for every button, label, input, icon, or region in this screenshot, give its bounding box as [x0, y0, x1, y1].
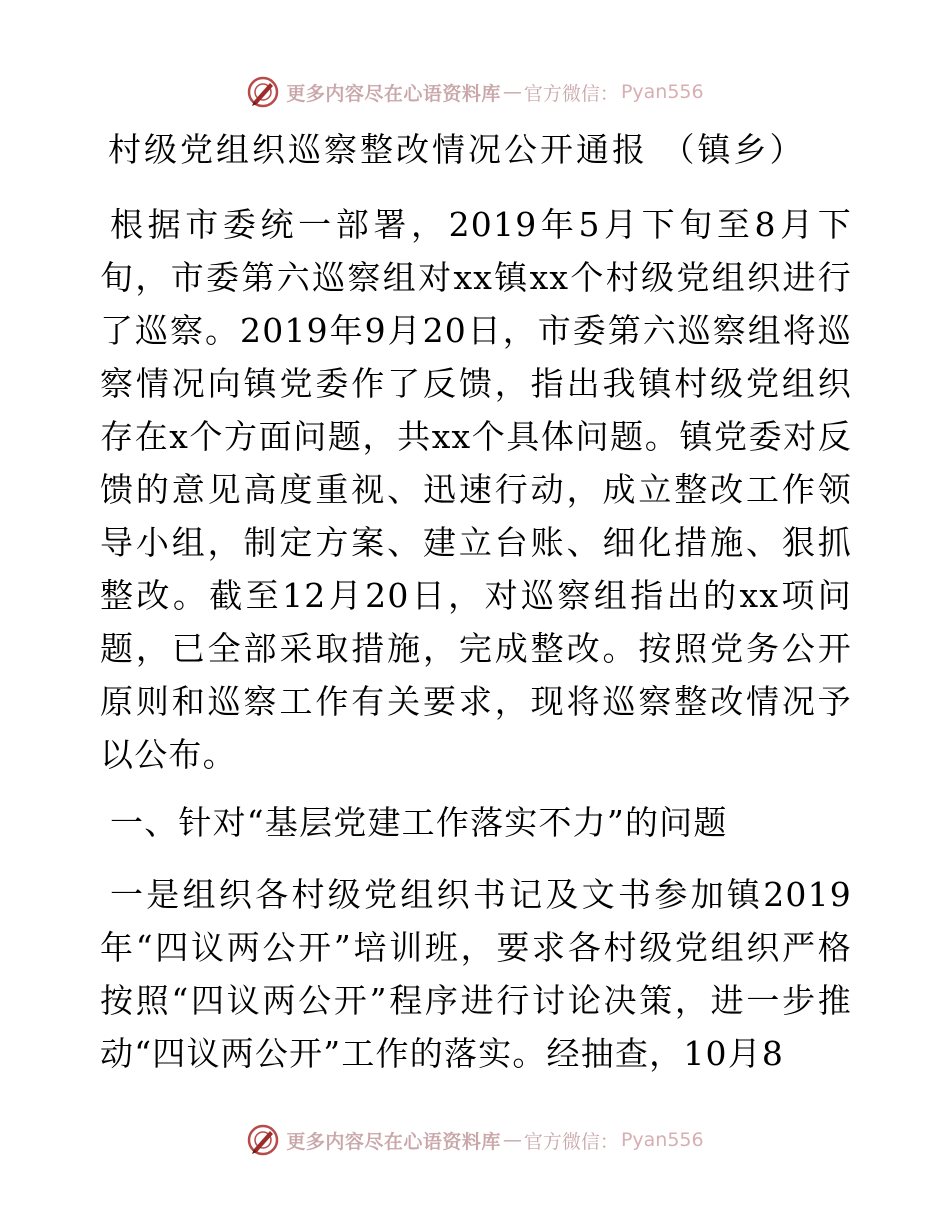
- paragraph-item-1: [100, 868, 852, 1080]
- watermark-text: 更多内容尽在心语资料库: [286, 82, 501, 105]
- watermark-dash: —: [502, 1129, 522, 1151]
- watermark-wechat-id: Pyan556: [620, 1129, 704, 1151]
- watermark-official-label: 官方微信：: [523, 82, 619, 105]
- pen-circle-logo-icon: [246, 75, 280, 109]
- watermark-footer: [0, 1120, 950, 1160]
- watermark-official-label: 官方微信：: [523, 1130, 619, 1153]
- paragraph-intro: [100, 198, 852, 781]
- document-title: 村级党组织巡察整改情况公开通报 （镇乡）: [108, 130, 806, 169]
- watermark-text: 更多内容尽在心语资料库: [286, 1130, 501, 1153]
- section-heading-1: [100, 796, 852, 849]
- watermark-dash: —: [502, 81, 522, 103]
- watermark-header: [0, 72, 950, 112]
- paragraph-item-1-text: 一是组织各村级党组织书记及文书参加镇2019年“四议两公开”培训班，要求各村级党组织严格按照“四议两公开”程序进行讨论决策，进一步推动“四议两公开”工作的落实。经抽查，10月8: [100, 875, 852, 1073]
- watermark-wechat-id: Pyan556: [620, 81, 704, 103]
- paragraph-intro-text: 根据市委统一部署，2019年5月下旬至8月下旬，市委第六巡察组对xx镇xx个村级党组织进行了巡察。2019年9月20日，市委第六巡察组将巡察情况向镇党委作了反馈，指出我镇村级党组织存在x个方面问题，共xx个具体问题。镇党委对反馈的意见高度重视、迅速行动，成立整改工作领导小组，制定方案、建立台账、细化措施、狠抓整改。截至12月20日，对巡察组指出的xx项问题，已全部采取措施，完成整改。按照党务公开原则和巡察工作有关要求，现将巡察整改情况予以公布。: [100, 205, 852, 774]
- section-heading-1-text: 一、针对“基层党建工作落实不力”的问题: [110, 803, 728, 842]
- pen-circle-logo-icon: [246, 1123, 280, 1157]
